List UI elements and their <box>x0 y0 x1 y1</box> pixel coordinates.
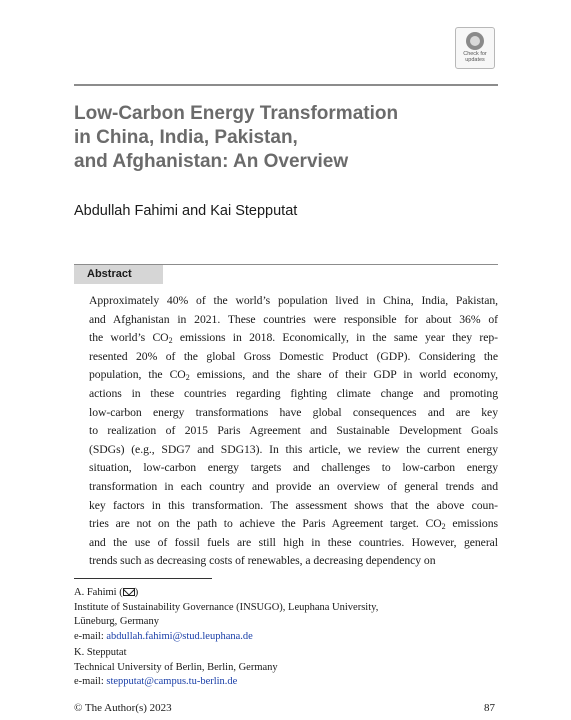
abstract-line: resented 20% of the global Gross Domestic Product (GDP). Considering the <box>89 349 498 363</box>
abstract-line: trends such as decreasing costs of renewables, a decreasing dependency on <box>89 554 436 568</box>
footnote-rule <box>74 578 212 579</box>
author2-name: K. Stepputat <box>74 647 127 658</box>
check-for-updates-badge[interactable] <box>455 27 495 69</box>
abstract-line: the world’s $CO_2$ emissions in 2018. Economically, in the same year they rep- <box>89 331 498 346</box>
footnote-author2 <box>74 646 514 690</box>
badge-text: Check for updates <box>463 51 487 63</box>
abstract-line: Approximately 40% of the world’s population lived in China, India, Pakistan, <box>89 294 498 307</box>
footnote-author1 <box>74 586 514 644</box>
abstract-line: (SDGs) (e.g., SDG7 and SDG13). In this article, we review the current energy <box>89 442 498 456</box>
author2-affiliation: Technical University of Berlin, Berlin, Germany <box>74 661 278 673</box>
chapter-title: Low-Carbon Energy Transformation in China, India, Pakistan, and Afghanistan: An Overview <box>74 103 399 172</box>
author1-name-close: ) <box>134 587 139 598</box>
abstract-line: actions in these countries regarding fighting climate change and promoting <box>89 386 498 400</box>
abstract-line: and Afghanistan in 2021. These countries were responsible for about 36% of <box>89 312 498 326</box>
page-number: 87 <box>484 702 495 714</box>
author1-affiliation-line2: Lüneburg, Germany <box>74 616 159 627</box>
abstract-line: low-carbon energy transformations have global consequences and are key <box>89 405 498 419</box>
author2-email-link[interactable]: stepputat@campus.tu-berlin.de <box>106 676 238 687</box>
abstract-line: to realization of 2015 Paris Agreement and Sustainable Development Goals <box>89 424 498 438</box>
abstract-label: Abstract <box>74 265 163 284</box>
abstract-line: tries are not on the path to achieve the Paris Agreement target. $CO_2$ emissions <box>89 517 498 532</box>
header-rule <box>74 84 498 86</box>
abstract-line: situation, low-carbon energy targets and challenges to low-carbon energy <box>89 461 498 475</box>
update-icon <box>466 32 484 50</box>
abstract-text <box>89 292 498 571</box>
author1-affiliation-line1: Institute of Sustainability Governance (INSUGO), Leuphana University, <box>74 601 379 613</box>
author2-email-label: e-mail: <box>74 676 107 687</box>
copyright: © The Author(s) 2023 <box>74 702 172 714</box>
author1-email-label: e-mail: <box>74 630 107 642</box>
author1-email-link[interactable]: abdullah.fahimi@stud.leuphana.de <box>106 630 253 642</box>
email-envelope-icon[interactable] <box>123 588 135 596</box>
abstract-line: transformation in each country and provide an overview of general trends and <box>89 479 498 493</box>
abstract-line: population, the $CO_2$ emissions, and the share of their GDP in world economy, <box>89 368 498 383</box>
abstract-line: and the use of fossil fuels are still high in these countries. However, general <box>89 535 498 549</box>
author1-name: A. Fahimi ( <box>74 587 123 598</box>
abstract-line: key factors in this transformation. The assessment shows that the above coun- <box>89 498 498 512</box>
authors: Abdullah Fahimi and Kai Stepputat <box>74 203 298 219</box>
